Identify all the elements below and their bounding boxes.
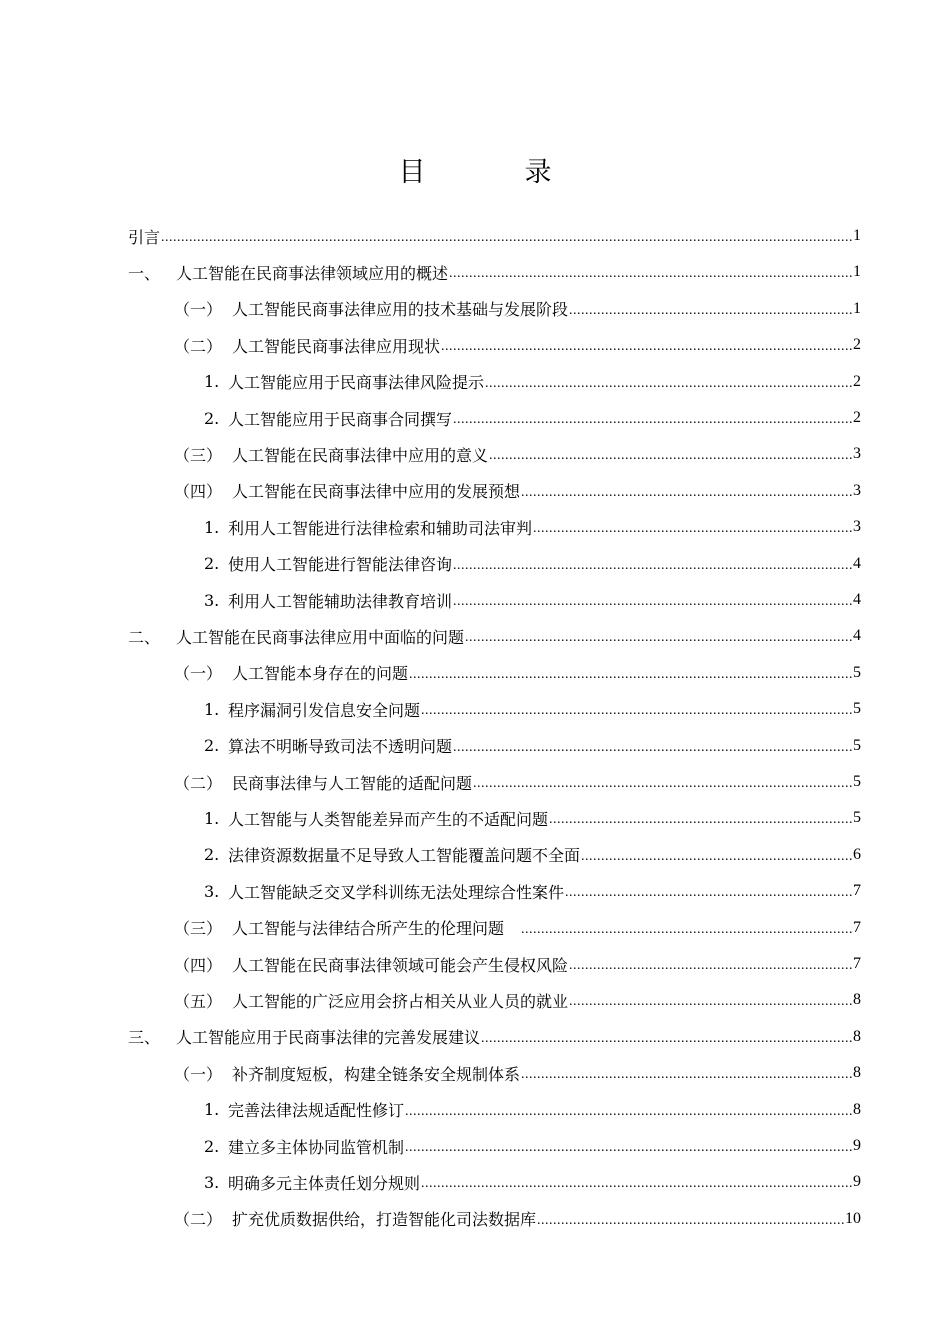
toc-entry-number: （一） <box>174 300 223 320</box>
toc-entry[interactable] <box>204 874 861 908</box>
toc-entry[interactable] <box>174 292 861 326</box>
toc-entry[interactable] <box>174 1056 861 1090</box>
toc-dot-leader <box>489 448 852 464</box>
toc-entry-title: 扩充优质数据供给，打造智能化司法数据库 <box>232 1210 537 1230</box>
toc-title: 目 录 <box>398 157 588 188</box>
toc-entry-title: 利用人工智能进行法律检索和辅助司法审判 <box>228 518 533 538</box>
toc-dot-leader <box>549 812 852 828</box>
toc-entry-page-number: 2 <box>853 409 861 426</box>
toc-entry[interactable] <box>174 911 861 945</box>
toc-entry[interactable] <box>204 583 861 617</box>
toc-entry-title: 人工智能应用于民商事法律风险提示 <box>228 373 485 393</box>
toc-entry-page-number: 9 <box>853 1173 861 1191</box>
toc-entry-number: 三、 <box>128 1028 161 1048</box>
toc-entry-number: 3. <box>204 590 220 610</box>
toc-dot-leader <box>569 958 852 974</box>
toc-entry-page-number: 5 <box>853 736 861 754</box>
toc-entry-title: 引言 <box>128 227 161 247</box>
toc-entry-title: 建立多主体协同监管机制 <box>228 1137 405 1157</box>
toc-entry-page-number: 2 <box>853 336 861 354</box>
toc-entry-page-number: 8 <box>853 991 861 1009</box>
toc-entry-number: 1. <box>204 372 220 392</box>
toc-entry[interactable] <box>204 1129 861 1163</box>
toc-entry-page-number: 7 <box>853 882 861 900</box>
toc-entry-page-number: 3 <box>853 445 861 463</box>
toc-entry-number: 2. <box>204 554 220 574</box>
toc-entry-number: （五） <box>174 991 223 1011</box>
toc-entry-number: 2. <box>204 408 220 428</box>
toc-entry-title: 人工智能应用于民商事合同撰写 <box>228 409 453 429</box>
toc-entry[interactable] <box>174 437 861 471</box>
toc-entry-title: 补齐制度短板，构建全链条安全规制体系 <box>232 1064 521 1084</box>
toc-entry-title: 人工智能民商事法律应用现状 <box>232 336 441 356</box>
toc-entry[interactable] <box>128 619 861 653</box>
toc-dot-leader <box>453 412 852 428</box>
toc-dot-leader <box>537 1213 844 1229</box>
toc-entry-number: 1. <box>204 699 220 719</box>
toc-entry[interactable] <box>204 547 861 581</box>
toc-entry-page-number: 1 <box>853 227 861 244</box>
toc-entry-number: （二） <box>174 336 223 356</box>
toc-dot-leader <box>485 376 852 392</box>
toc-entry-number: 3. <box>204 881 220 901</box>
toc-entry[interactable] <box>204 692 861 726</box>
toc-entry-page-number: 8 <box>853 1064 861 1082</box>
toc-entry-page-number: 4 <box>853 554 861 572</box>
toc-entry-page-number: 4 <box>853 627 861 645</box>
toc-entry-page-number: 7 <box>853 955 861 972</box>
toc-entry-number: （三） <box>174 919 223 939</box>
toc-entry[interactable] <box>174 474 861 508</box>
toc-entry-number: （一） <box>174 664 223 684</box>
toc-entry-title: 程序漏洞引发信息安全问题 <box>228 700 421 720</box>
toc-entry[interactable] <box>128 1020 861 1054</box>
toc-dot-leader <box>421 1176 852 1192</box>
toc-entry-page-number: 7 <box>853 918 861 936</box>
toc-entry-number: （三） <box>174 445 223 465</box>
toc-entry-number: 2. <box>204 1136 220 1156</box>
toc-entry-number: 1. <box>204 1100 220 1120</box>
toc-entry-title: 人工智能在民商事法律应用中面临的问题 <box>176 627 465 647</box>
toc-dot-leader <box>521 1067 852 1083</box>
toc-entry[interactable] <box>174 1202 861 1236</box>
toc-entry-page-number: 2 <box>853 372 861 390</box>
toc-entry[interactable] <box>204 365 861 399</box>
toc-entry-page-number: 10 <box>845 1209 861 1227</box>
toc-entry-title: 使用人工智能进行智能法律咨询 <box>228 555 453 575</box>
toc-dot-leader <box>453 594 852 610</box>
toc-entry-title: 人工智能缺乏交叉学科训练无法处理综合性案件 <box>228 882 565 902</box>
toc-entry[interactable] <box>174 656 861 690</box>
toc-dot-leader <box>481 1031 852 1047</box>
toc-dot-leader <box>441 339 852 355</box>
toc-dot-leader <box>521 922 852 938</box>
toc-entry-title: 利用人工智能辅助法律教育培训 <box>228 591 453 611</box>
toc-dot-leader <box>161 230 852 246</box>
toc-entry-title: 人工智能在民商事法律领域应用的概述 <box>176 263 449 283</box>
toc-entry-number: 1. <box>204 808 220 828</box>
toc-entry-page-number: 1 <box>853 299 861 317</box>
toc-entry-title: 人工智能在民商事法律中应用的意义 <box>232 445 489 465</box>
toc-entry-page-number: 5 <box>853 809 861 827</box>
toc-entry-number: 2. <box>204 845 220 865</box>
toc-dot-leader <box>569 303 852 319</box>
toc-entry[interactable] <box>204 401 861 435</box>
toc-entry-title: 人工智能在民商事法律领域可能会产生侵权风险 <box>232 955 569 975</box>
toc-entry-title: 完善法律法规适配性修订 <box>228 1101 405 1121</box>
toc-entry-page-number: 3 <box>853 481 861 499</box>
toc-entry-title: 算法不明晰导致司法不透明问题 <box>228 737 453 757</box>
toc-entry-page-number: 5 <box>853 773 861 790</box>
toc-dot-leader <box>421 703 852 719</box>
toc-entry[interactable] <box>204 838 861 872</box>
toc-dot-leader <box>453 740 852 756</box>
toc-entry-page-number: 3 <box>853 518 861 536</box>
toc-entry-number: （二） <box>174 773 223 793</box>
toc-entry[interactable] <box>128 219 861 253</box>
toc-entry-page-number: 5 <box>853 663 861 681</box>
toc-entry[interactable] <box>204 729 861 763</box>
toc-dot-leader <box>453 558 852 574</box>
toc-dot-leader <box>405 1140 852 1156</box>
toc-entry-number: 二、 <box>128 627 161 647</box>
toc-dot-leader <box>449 266 852 282</box>
toc-entry-page-number: 1 <box>853 263 861 281</box>
toc-entry-page-number: 8 <box>853 1027 861 1045</box>
toc-entry-number: 3. <box>204 1172 220 1192</box>
toc-entry-page-number: 8 <box>853 1100 861 1118</box>
toc-entry[interactable] <box>174 765 861 799</box>
toc-entry-title: 人工智能在民商事法律中应用的发展预想 <box>232 482 521 502</box>
toc-entry-title: 人工智能与人类智能差异而产生的不适配问题 <box>228 809 549 829</box>
toc-entry-title: 人工智能应用于民商事法律的完善发展建议 <box>176 1028 481 1048</box>
toc-entry[interactable] <box>204 1093 861 1127</box>
toc-entry[interactable] <box>204 801 861 835</box>
toc-dot-leader <box>569 994 852 1010</box>
toc-entry[interactable] <box>204 1165 861 1199</box>
toc-entry[interactable] <box>204 510 861 544</box>
toc-entry-page-number: 5 <box>853 700 861 718</box>
toc-entry-title: 民商事法律与人工智能的适配问题 <box>232 773 473 793</box>
toc-entry[interactable] <box>128 255 861 289</box>
toc-entry-number: 1. <box>204 517 220 537</box>
toc-entry-title: 明确多元主体责任划分规则 <box>228 1173 421 1193</box>
toc-dot-leader <box>521 485 852 501</box>
toc-entry-page-number: 4 <box>853 591 861 608</box>
toc-entry[interactable] <box>174 328 861 362</box>
toc-entry-number: （四） <box>174 955 223 975</box>
toc-dot-leader <box>473 776 852 792</box>
toc-dot-leader <box>565 885 852 901</box>
toc-entry-title: 法律资源数据量不足导致人工智能覆盖问题不全面 <box>228 846 581 866</box>
toc-entry-number: （一） <box>174 1064 223 1084</box>
toc-entry-page-number: 9 <box>853 1137 861 1154</box>
toc-entry-number: 一、 <box>128 263 161 283</box>
toc-entry-number: 2. <box>204 736 220 756</box>
toc-entry-title: 人工智能民商事法律应用的技术基础与发展阶段 <box>232 300 569 320</box>
toc-dot-leader <box>581 849 852 865</box>
toc-entry[interactable] <box>174 947 861 981</box>
toc-dot-leader <box>465 630 852 646</box>
toc-entry[interactable] <box>174 983 861 1017</box>
toc-entry-title: 人工智能的广泛应用会挤占相关从业人员的就业 <box>232 991 569 1011</box>
toc-dot-leader <box>405 1104 852 1120</box>
toc-entry-number: （二） <box>174 1210 223 1230</box>
toc-dot-leader <box>409 667 852 683</box>
toc-entry-title: 人工智能本身存在的问题 <box>232 664 409 684</box>
toc-dot-leader <box>533 521 852 537</box>
toc-entry-title: 人工智能与法律结合所产生的伦理问题 <box>232 919 521 939</box>
toc-entry-number: （四） <box>174 482 223 502</box>
toc-entry-page-number: 6 <box>853 845 861 863</box>
